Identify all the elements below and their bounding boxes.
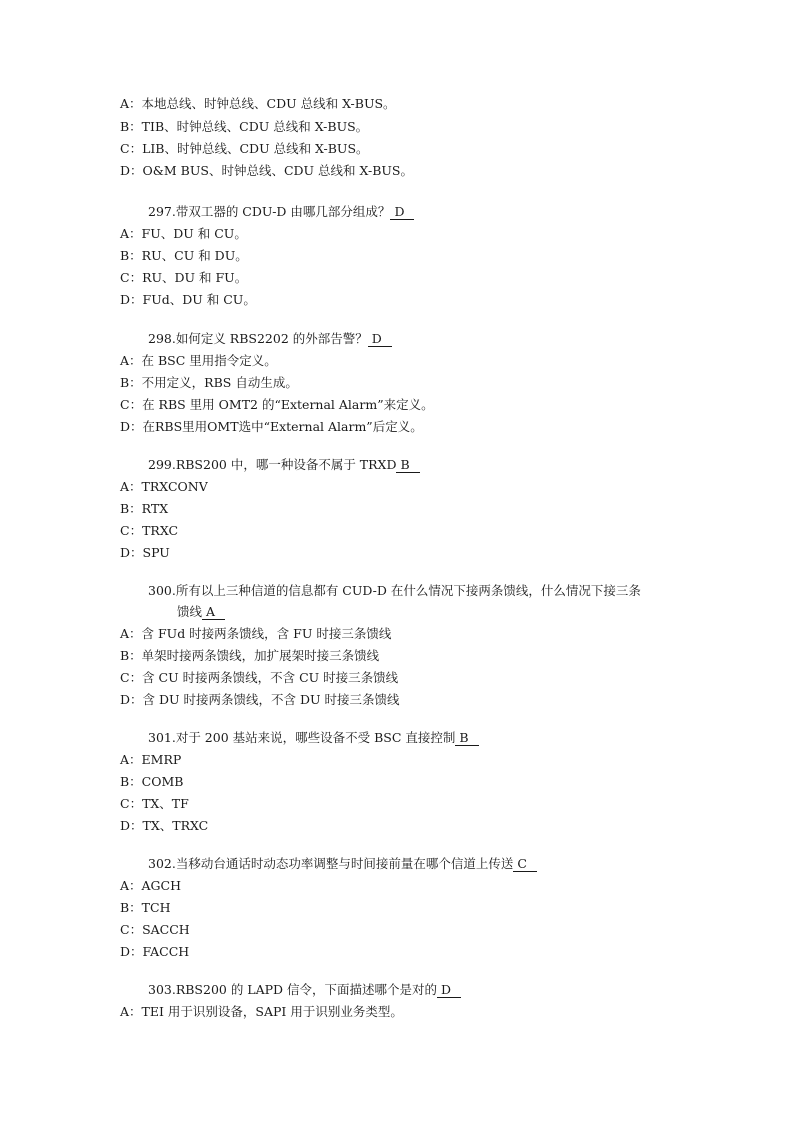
- option-line: C：RU、DU 和 FU。: [120, 270, 248, 285]
- question-303: [148, 982, 461, 998]
- option-line: B：COMB: [120, 774, 184, 789]
- question-stem: 301.对于 200 基站来说，哪些设备不受 BSC 直接控制: [148, 730, 456, 745]
- option-line: C：LIB、时钟总线、CDU 总线和 X-BUS。: [120, 141, 369, 156]
- question-301: [148, 730, 479, 746]
- question-stem: 299.RBS200 中，哪一种设备不属于 TRXD: [148, 457, 397, 472]
- answer-blank: B: [455, 731, 478, 746]
- option-line: A：AGCH: [120, 878, 182, 893]
- answer-blank: D: [437, 983, 461, 998]
- question-stem: 馈线: [177, 604, 203, 619]
- question-302: [148, 856, 537, 872]
- option-line: A：本地总线、时钟总线、CDU 总线和 X-BUS。: [120, 96, 396, 111]
- option-line: C：TRXC: [120, 523, 179, 538]
- question-300-continued: [177, 604, 225, 620]
- option-line: B：单架时接两条馈线，加扩展架时接三条馈线: [120, 648, 380, 663]
- option-line: D：FACCH: [120, 944, 190, 959]
- option-line: D：含 DU 时接两条馈线，不含 DU 时接三条馈线: [120, 692, 400, 707]
- question-300: 300.所有以上三种信道的信息都有 CUD-D 在什么情况下接两条馈线，什么情况下接三条: [148, 583, 641, 598]
- option-line: B：TCH: [120, 900, 171, 915]
- option-line: A：在 BSC 里用指令定义。: [120, 353, 277, 368]
- question-stem: 297.带双工器的 CDU-D 由哪几部分组成？: [148, 204, 391, 219]
- answer-blank: D: [390, 205, 414, 220]
- question-298: [148, 331, 392, 347]
- answer-blank: B: [396, 458, 419, 473]
- option-line: D：SPU: [120, 545, 170, 560]
- answer-blank: D: [368, 332, 392, 347]
- option-line: C：在 RBS 里用 OMT2 的“External Alarm”来定义。: [120, 397, 434, 412]
- option-line: C：含 CU 时接两条馈线，不含 CU 时接三条馈线: [120, 670, 399, 685]
- option-line: A：含 FUd 时接两条馈线，含 FU 时接三条馈线: [120, 626, 392, 641]
- option-line: A：FU、DU 和 CU。: [120, 226, 247, 241]
- option-line: D：TX、TRXC: [120, 818, 209, 833]
- question-stem: 298.如何定义 RBS2202 的外部告警？: [148, 331, 368, 346]
- question-299: [148, 457, 420, 473]
- option-line: A：TEI 用于识别设备，SAPI 用于识别业务类型。: [120, 1004, 403, 1019]
- option-line: A：EMRP: [120, 752, 182, 767]
- option-line: C：TX、TF: [120, 796, 189, 811]
- option-line: C：SACCH: [120, 922, 190, 937]
- option-line: B：TIB、时钟总线、CDU 总线和 X-BUS。: [120, 119, 369, 134]
- answer-blank: C: [513, 857, 537, 872]
- question-stem: 303.RBS200 的 LAPD 信令，下面描述哪个是对的: [148, 982, 438, 997]
- option-line: B：不用定义，RBS 自动生成。: [120, 375, 298, 390]
- option-line: B：RU、CU 和 DU。: [120, 248, 248, 263]
- option-line: B：RTX: [120, 501, 169, 516]
- option-line: A：TRXCONV: [120, 479, 208, 494]
- answer-blank: A: [202, 605, 225, 620]
- option-line: D：FUd、DU 和 CU。: [120, 292, 256, 307]
- option-line: D：O&M BUS、时钟总线、CDU 总线和 X-BUS。: [120, 163, 413, 178]
- option-line: D：在RBS里用OMT选中“External Alarm”后定义。: [120, 419, 423, 434]
- question-297: [148, 204, 414, 220]
- question-stem: 302.当移动台通话时动态功率调整与时间接前量在哪个信道上传送: [148, 856, 514, 871]
